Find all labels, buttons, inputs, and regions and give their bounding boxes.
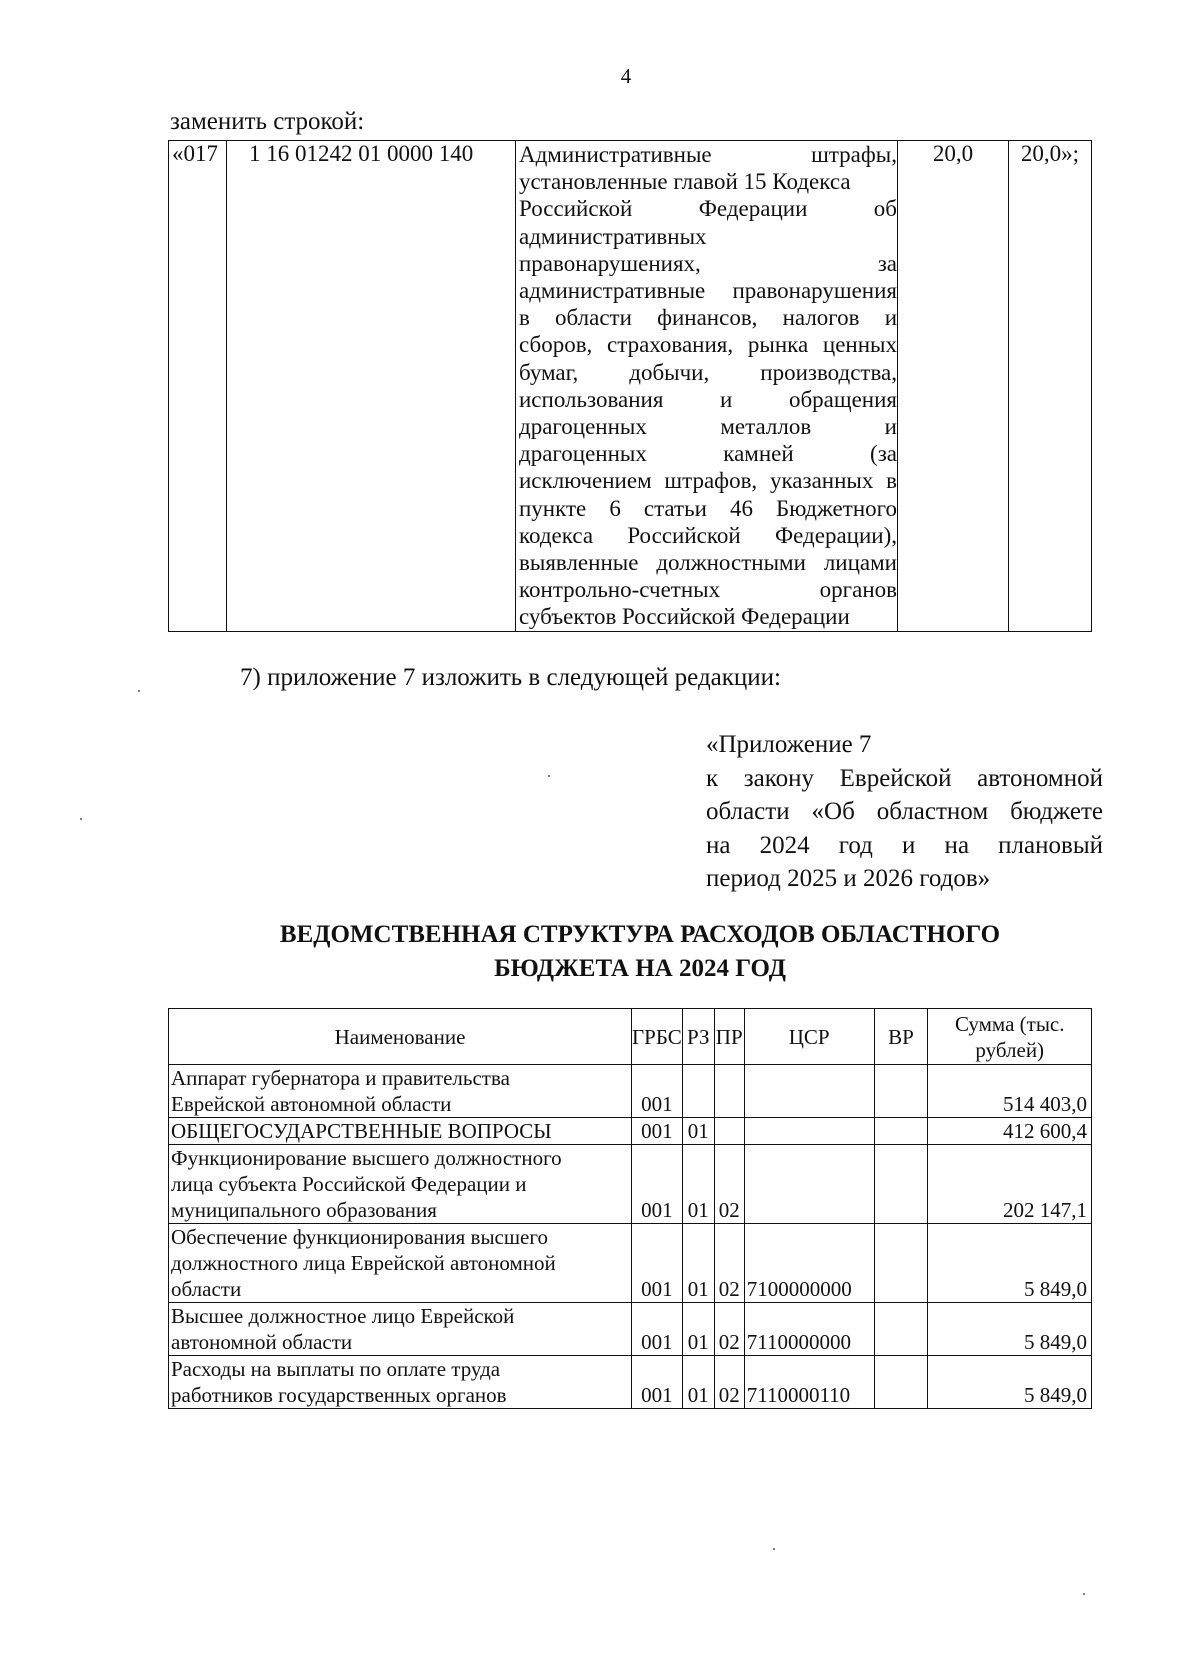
cell-rz: 01 bbox=[682, 1224, 714, 1303]
scan-speck bbox=[548, 775, 550, 777]
header-csr: ЦСР bbox=[744, 1009, 874, 1065]
header-vr: ВР bbox=[874, 1009, 928, 1065]
row-description: Административные штрафы, установленные главой 15 Кодекса Российской Федерации об административных правонарушениях, за административные правонарушения в области финансов, налогов и сборов, страхования, рынка ценных бумаг, добычи, производства, использования и обращения драгоценных металлов и драгоценных камней (за исключением штрафов, указанных в пункте 6 статьи 46 Бюджетного кодекса Российской Федерации), выявленные должностными лицами контрольно-счетных органов субъектов Российской Федерации bbox=[516, 141, 898, 632]
cell-grbs: 001 bbox=[632, 1065, 683, 1118]
row-code: «017 bbox=[169, 141, 227, 632]
cell-grbs: 001 bbox=[632, 1224, 683, 1303]
cell-name: Высшее должностное лицо Еврейской автономной области bbox=[169, 1303, 632, 1356]
cell-name: Обеспечение функционирования высшего должностного лица Еврейской автономной области bbox=[169, 1224, 632, 1303]
cell-name: Расходы на выплаты по оплате труда работников государственных органов bbox=[169, 1356, 632, 1409]
table-row bbox=[169, 1356, 1092, 1409]
header-sum: Сумма (тыс. рублей) bbox=[928, 1009, 1092, 1065]
cell-pr: 02 bbox=[714, 1303, 744, 1356]
intro-text: заменить строкой: bbox=[170, 108, 365, 135]
row-value-2: 20,0»; bbox=[1009, 141, 1092, 632]
cell-grbs: 001 bbox=[632, 1118, 683, 1145]
cell-vr bbox=[874, 1145, 928, 1224]
cell-vr bbox=[874, 1356, 928, 1409]
cell-vr bbox=[874, 1303, 928, 1356]
table-row bbox=[169, 1145, 1092, 1224]
table-row bbox=[169, 1118, 1092, 1145]
table-row bbox=[169, 141, 1092, 632]
cell-pr: 02 bbox=[714, 1145, 744, 1224]
cell-pr: 02 bbox=[714, 1356, 744, 1409]
cell-sum: 5 849,0 bbox=[928, 1224, 1092, 1303]
cell-csr bbox=[744, 1118, 874, 1145]
header-name: Наименование bbox=[169, 1009, 632, 1065]
cell-csr: 7100000000 bbox=[744, 1224, 874, 1303]
item-7-text: 7) приложение 7 изложить в следующей редакции: bbox=[240, 664, 781, 691]
row-value-1: 20,0 bbox=[898, 141, 1009, 632]
scan-speck bbox=[138, 690, 140, 692]
page-number: 4 bbox=[620, 64, 632, 88]
table-row bbox=[169, 1065, 1092, 1118]
cell-grbs: 001 bbox=[632, 1145, 683, 1224]
cell-name: Функционирование высшего должностного лица субъекта Российской Федерации и муниципального образования bbox=[169, 1145, 632, 1224]
cell-name: Аппарат губернатора и правительства Еврейской автономной области bbox=[169, 1065, 632, 1118]
header-grbs: ГРБС bbox=[632, 1009, 683, 1065]
row-kbk: 1 16 01242 01 0000 140 bbox=[227, 141, 516, 632]
budget-structure-table bbox=[168, 1008, 1092, 1409]
cell-rz: 01 bbox=[682, 1118, 714, 1145]
cell-rz: 01 bbox=[682, 1145, 714, 1224]
cell-vr bbox=[874, 1224, 928, 1303]
table-row bbox=[169, 1224, 1092, 1303]
cell-grbs: 001 bbox=[632, 1303, 683, 1356]
appendix-heading: «Приложение 7 к закону Еврейской автономной области «Об областном бюджете на 2024 год и на плановый период 2025 и 2026 годов» bbox=[706, 731, 1103, 892]
header-rz: РЗ bbox=[682, 1009, 714, 1065]
scan-speck bbox=[773, 1548, 775, 1550]
cell-sum: 5 849,0 bbox=[928, 1356, 1092, 1409]
replacement-row-table bbox=[168, 140, 1092, 632]
cell-sum: 202 147,1 bbox=[928, 1145, 1092, 1224]
cell-pr bbox=[714, 1065, 744, 1118]
cell-rz: 01 bbox=[682, 1356, 714, 1409]
cell-grbs: 001 bbox=[632, 1356, 683, 1409]
cell-csr bbox=[744, 1145, 874, 1224]
cell-rz bbox=[682, 1065, 714, 1118]
table-row bbox=[169, 1303, 1092, 1356]
header-pr: ПР bbox=[714, 1009, 744, 1065]
table-header-row bbox=[169, 1009, 1092, 1065]
cell-pr: 02 bbox=[714, 1224, 744, 1303]
cell-csr: 7110000000 bbox=[744, 1303, 874, 1356]
cell-rz: 01 bbox=[682, 1303, 714, 1356]
cell-csr: 7110000110 bbox=[744, 1356, 874, 1409]
cell-sum: 412 600,4 bbox=[928, 1118, 1092, 1145]
scan-speck bbox=[1083, 1593, 1085, 1595]
scan-speck bbox=[80, 818, 82, 820]
cell-vr bbox=[874, 1065, 928, 1118]
cell-vr bbox=[874, 1118, 928, 1145]
cell-name: ОБЩЕГОСУДАРСТВЕННЫЕ ВОПРОСЫ bbox=[169, 1118, 632, 1145]
cell-sum: 5 849,0 bbox=[928, 1303, 1092, 1356]
cell-csr bbox=[744, 1065, 874, 1118]
document-title: ВЕДОМСТВЕННАЯ СТРУКТУРА РАСХОДОВ ОБЛАСТНОГО БЮДЖЕТА НА 2024 ГОД bbox=[279, 921, 1001, 982]
cell-sum: 514 403,0 bbox=[928, 1065, 1092, 1118]
cell-pr bbox=[714, 1118, 744, 1145]
